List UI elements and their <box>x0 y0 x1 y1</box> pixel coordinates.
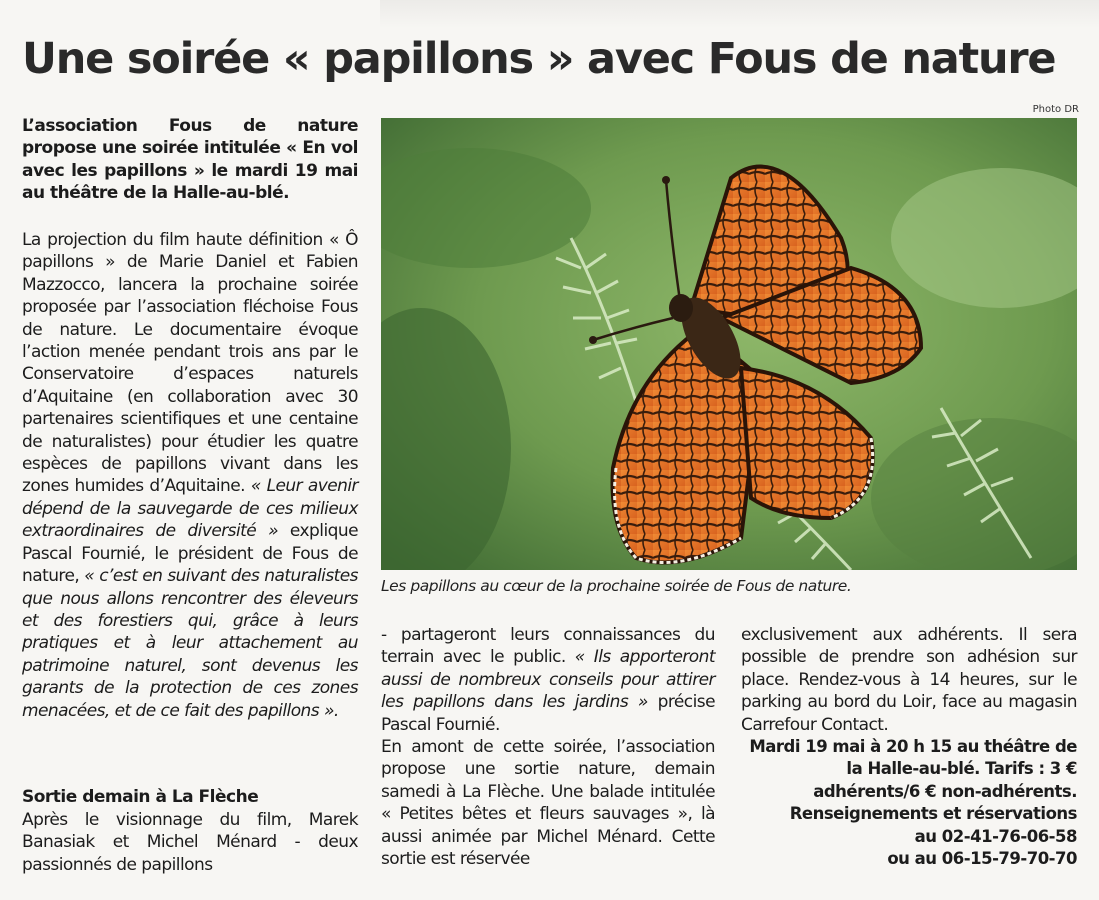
col1-paragraph-3: Après le visionnage du film, Marek Banasiak et Michel Ménard - deux passionnés de papillons <box>22 810 358 875</box>
article-headline: Une soirée « papillons » avec Fous de nature <box>22 34 1056 84</box>
photo-caption: Les papillons au cœur de la prochaine soirée de Fous de nature. <box>381 577 852 595</box>
butterfly-photo <box>381 118 1077 570</box>
col1-quote-2: « c’est en suivant des naturalistes que nous allons rencontrer des éleveurs et des forestiers qui, grâce à leurs pratiques et à leur attachement au patrimoine naturel, sont devenus les garants de la protection de ces zones menacées, et de ce fait des papillons ». <box>22 566 358 721</box>
col1-paragraph-1: La projection du film haute définition « Ô papillons » de Marie Daniel et Fabien Mazzocco, lancera la prochaine soirée proposée par l’association fléchoise Fous de nature. Le documentaire évoque l’action menée pendant trois ans par le Conservatoire d’espaces naturels d’Aquitaine (en collaboration avec 30 partenaires scientifiques et une centaine de naturalistes) pour étudier les quatre espèces de papillons vivant dans les zones humides d’Aquitaine. <box>22 230 358 497</box>
column-2-body <box>381 624 715 870</box>
col2-quote-1: « Ils apporteront aussi de nombreux conseils pour attirer les papillons dans les jardins » <box>381 647 716 713</box>
col2-paragraph-2: précise Pascal Fournié. <box>381 692 715 735</box>
col3-paragraph-1: exclusivement aux adhérents. Il sera possible de prendre son adhésion sur place. Rendez-vous à 14 heures, sur le parking au bord du Loir, face au magasin Carrefour Contact. <box>741 625 1077 735</box>
butterfly-photo-illustration <box>381 118 1077 570</box>
phone-number-1: au 02-41-76-06-58 <box>914 826 1077 846</box>
photo-credit: Photo DR <box>1032 104 1079 115</box>
col2-paragraph-1: - partageront leurs connaissances du terrain avec le public. <box>381 625 715 668</box>
column-3-body <box>741 624 1077 870</box>
col2-paragraph-3: En amont de cette soirée, l’association propose une sortie nature, demain samedi à La Flèche. Une balade intitulée « Petites bêtes et fleurs sauvages », là aussi animée par Michel Ménard. Cette sortie est réservée <box>381 737 715 870</box>
event-info: Mardi 19 mai à 20 h 15 au théâtre de la Halle-au-blé. Tarifs : 3 € adhérents/6 € non-adhérents. <box>749 737 1077 801</box>
reservation-label: Renseignements et réservations <box>789 804 1077 824</box>
col1-quote-1: « Leur avenir dépend de la sauvegarde de ces milieux extraordinaires de diversité » <box>22 476 358 542</box>
column-1-body <box>22 229 358 722</box>
article-lead: L’association Fous de nature propose une soirée intitulée « En vol avec les papillons » le mardi 19 mai au théâtre de la Halle-au-blé. <box>22 116 358 204</box>
col1-paragraph-2: explique Pascal Fournié, le président de Fous de nature, <box>22 521 358 587</box>
phone-number-2: ou au 06-15-79-70-70 <box>887 849 1077 869</box>
adjacent-page-bleed <box>380 0 1099 28</box>
section-subhead: Sortie demain à La Flèche <box>22 787 259 807</box>
